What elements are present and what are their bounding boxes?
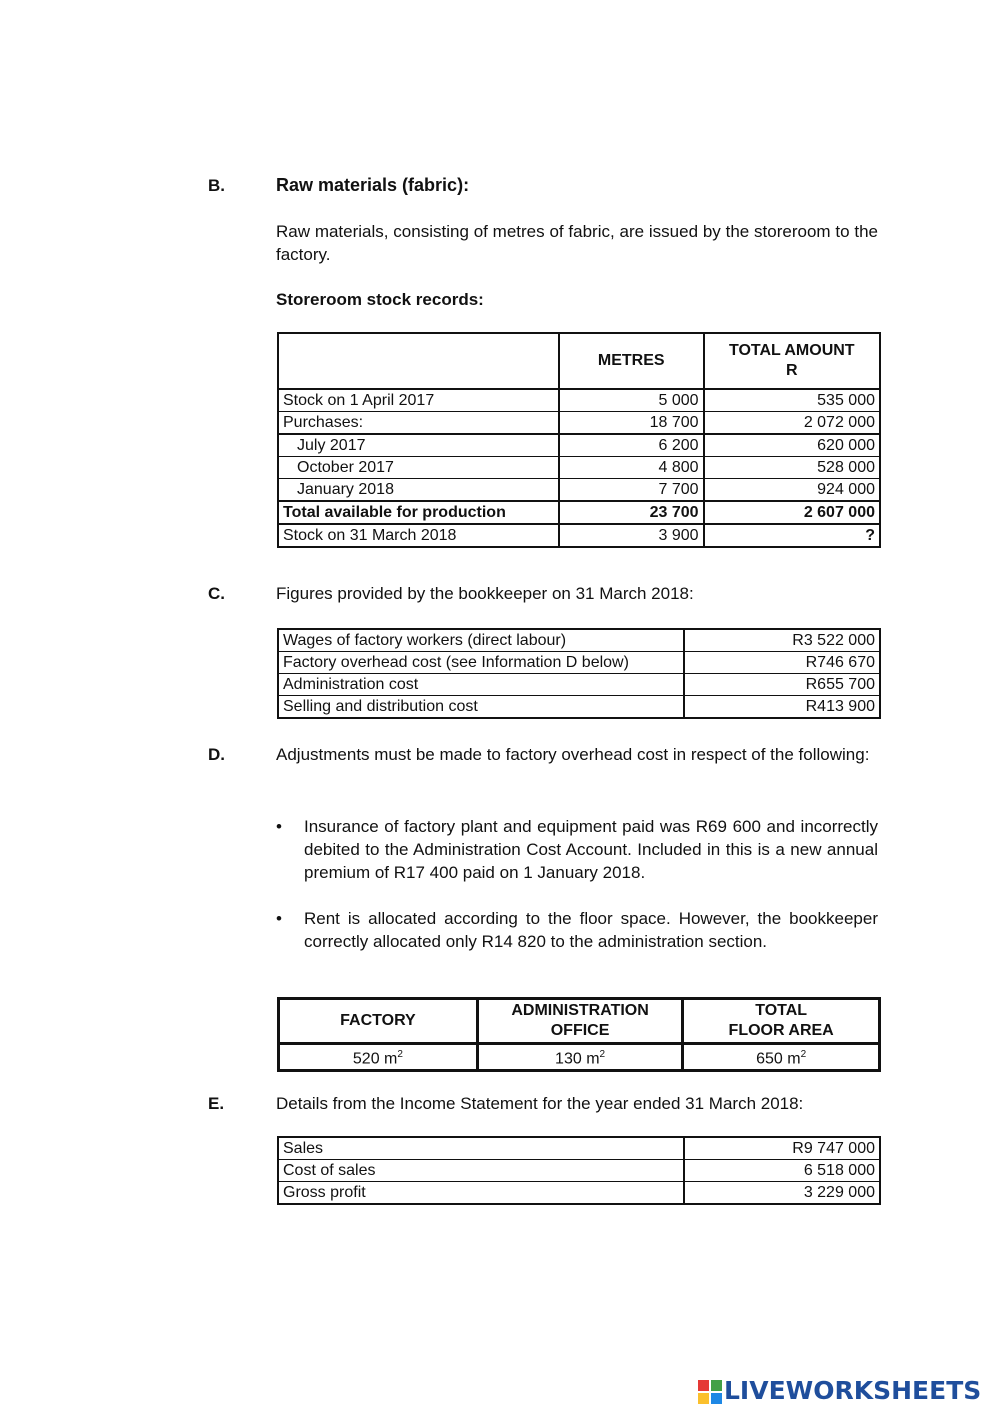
unit-superscript: 2 [599, 1049, 606, 1060]
floor-table-values [279, 1044, 880, 1071]
header-admin-office [477, 999, 682, 1044]
row-value: R655 700 [684, 674, 880, 696]
row-label: Total available for production [278, 501, 559, 524]
row-value: 3 229 000 [684, 1182, 880, 1205]
row-metres: 6 200 [559, 434, 704, 457]
row-amount: 535 000 [704, 389, 880, 412]
row-metres: 4 800 [559, 457, 704, 479]
row-label: Sales [278, 1137, 684, 1160]
row-label: Administration cost [278, 674, 684, 696]
row-label: Purchases: [278, 412, 559, 435]
header-total-line1: TOTAL [755, 1002, 808, 1019]
table-row [278, 696, 880, 719]
header-total-amount-line1: TOTAL AMOUNT [728, 342, 855, 359]
row-value: R3 522 000 [684, 629, 880, 652]
bullet-text: Insurance of factory plant and equipment paid was R69 600 and incorrectly debited to the Administration Cost Account. Included in this is a new annual premium of R17 400 paid on 1 January 2018. [304, 817, 878, 882]
factory-area [279, 1044, 478, 1071]
section-e-letter: E. [208, 1094, 225, 1113]
section-e-paragraph: Details from the Income Statement for the year ended 31 March 2018: [276, 1094, 804, 1113]
row-amount: 2 607 000 [704, 501, 880, 524]
header-admin-line2: OFFICE [550, 1022, 610, 1039]
table-row-total [278, 501, 880, 524]
header-total-amount-line2: R [785, 362, 798, 379]
header-total-floor [683, 999, 880, 1044]
header-admin-line1: ADMINISTRATION [511, 1002, 649, 1019]
header-total-amount [704, 333, 880, 389]
table-row [278, 1137, 880, 1160]
section-b-paragraph: Raw materials, consisting of metres of fabric, are issued by the storeroom to the factory. [276, 222, 878, 264]
row-label: Selling and distribution cost [278, 696, 684, 719]
row-label: October 2017 [278, 457, 559, 479]
table-row [278, 674, 880, 696]
row-label: January 2018 [278, 479, 559, 502]
table-row [278, 629, 880, 652]
floor-table-header [279, 999, 880, 1044]
logo-squares-icon [698, 1380, 722, 1404]
total-area-value: 650 m [756, 1050, 801, 1068]
row-value: R413 900 [684, 696, 880, 719]
row-label: Wages of factory workers (direct labour) [278, 629, 684, 652]
bullet-icon: • [276, 909, 282, 928]
header-blank-cell [278, 333, 559, 389]
section-c-paragraph: Figures provided by the bookkeeper on 31 March 2018: [276, 584, 694, 603]
bullet-text: Rent is allocated according to the floor space. However, the bookkeeper correctly allocated only R14 820 to the administration section. [304, 909, 878, 951]
section-d-letter: D. [208, 745, 225, 764]
adjustments-list [276, 815, 878, 976]
section-d-paragraph: Adjustments must be made to factory overhead cost in respect of the following: [276, 745, 870, 764]
table-row [278, 652, 880, 674]
table-row [278, 524, 880, 547]
header-total-line2: FLOOR AREA [728, 1022, 834, 1039]
unit-superscript: 2 [397, 1049, 403, 1060]
bookkeeper-figures-table [277, 628, 881, 719]
table-row [278, 434, 880, 457]
row-value: R9 747 000 [684, 1137, 880, 1160]
row-amount: 620 000 [704, 434, 880, 457]
logo-text: LIVEWORKSHEETS [724, 1376, 982, 1405]
admin-area [477, 1044, 682, 1071]
floor-area-table [277, 997, 881, 1072]
row-amount: ? [704, 524, 880, 547]
stock-records-subtitle: Storeroom stock records: [276, 290, 484, 309]
section-b-letter: B. [208, 176, 225, 195]
row-label: July 2017 [278, 434, 559, 457]
liveworksheets-logo[interactable] [698, 1376, 981, 1405]
factory-area-value: 520 m [352, 1050, 398, 1068]
row-label: Cost of sales [278, 1160, 684, 1182]
row-amount: 924 000 [704, 479, 880, 502]
unit-superscript: 2 [800, 1049, 807, 1060]
row-amount: 528 000 [704, 457, 880, 479]
total-area [683, 1044, 880, 1071]
table-row [278, 1182, 880, 1205]
row-value: R746 670 [684, 652, 880, 674]
list-item [276, 907, 878, 953]
row-label: Stock on 1 April 2017 [278, 389, 559, 412]
row-metres: 7 700 [559, 479, 704, 502]
header-metres: METRES [559, 333, 704, 389]
header-factory: FACTORY [279, 999, 478, 1044]
stock-table-header [278, 333, 880, 389]
section-c-letter: C. [208, 584, 225, 603]
row-metres: 23 700 [559, 501, 704, 524]
row-metres: 5 000 [559, 389, 704, 412]
row-value: 6 518 000 [684, 1160, 880, 1182]
income-statement-table [277, 1136, 881, 1205]
list-item [276, 815, 878, 884]
table-row [278, 389, 880, 412]
section-b-title: Raw materials (fabric): [276, 175, 470, 195]
bullet-icon: • [276, 817, 282, 836]
admin-area-value: 130 m [555, 1050, 600, 1068]
row-metres: 18 700 [559, 412, 704, 435]
table-row [278, 412, 880, 435]
row-label: Gross profit [278, 1182, 684, 1205]
row-metres: 3 900 [559, 524, 704, 547]
row-amount: 2 072 000 [704, 412, 880, 435]
row-label: Stock on 31 March 2018 [278, 524, 559, 547]
table-row [278, 457, 880, 479]
row-label: Factory overhead cost (see Information D below) [278, 652, 684, 674]
table-row [278, 1160, 880, 1182]
stock-records-table [277, 332, 881, 548]
table-row [278, 479, 880, 502]
